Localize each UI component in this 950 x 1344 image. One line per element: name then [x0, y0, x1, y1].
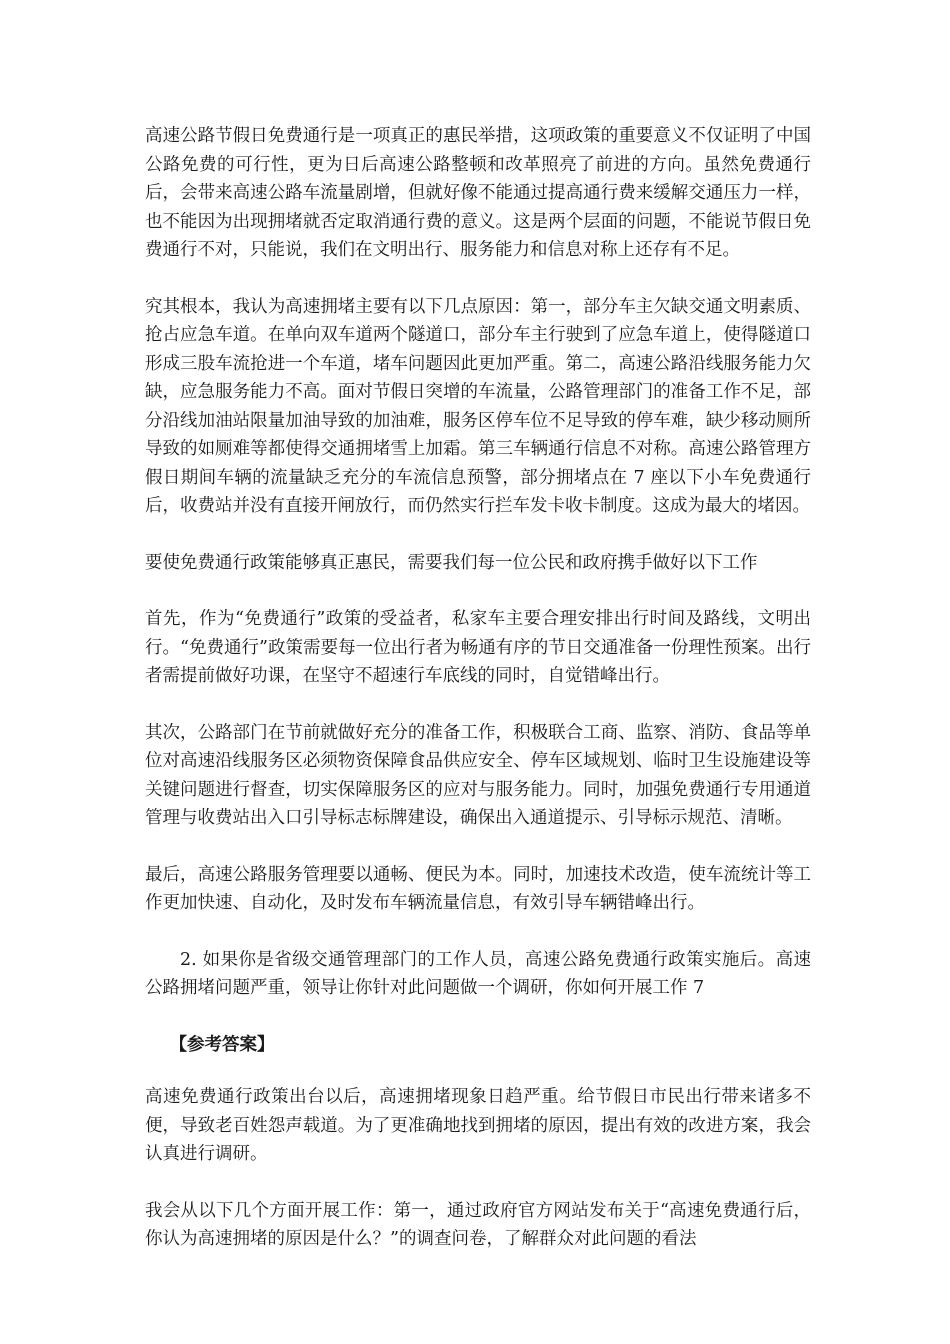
paragraph-first-measure: 首先，作为“免费通行”政策的受益者，私家车主要合理安排出行时间及路线，文明出行。“免费通行”政策需要每一位出行者为畅通有序的节日交通准备一份理性预案。出行者需提前做好功课，在坚守不超速行车底线的同时，自觉错峰出行。 — [145, 609, 811, 686]
paragraph-congestion-causes: 究其根本，我认为高速拥堵主要有以下几点原因：第一，部分车主欠缺交通文明素质、抢占应急车道。在单向双车道两个隧道口，部分车主行驶到了应急车道上，使得隧道口形成三股车流抢进一个车道，堵车问题因此更加严重。第二，高速公路沿线服务能力欠缺，应急服务能力不高。面对节假日突增的车流量，公路管理部门的准备工作不足，部分沿线加油站限量加油导致的加油难，服务区停车位不足导致的停车难，缺少移动厕所导致的如厕难等都使得交通拥堵雪上加霜。第三车辆通行信息不对称。高速公路管理方假日期间车辆的流量缺乏充分的车流信息预警，部分拥堵点在 7 座以下小车免费通行后，收费站并没有直接开闸放行，而仍然实行拦车发卡收卡制度。这成为最大的堵因。 — [145, 296, 811, 516]
paragraph-last-measure: 最后，高速公路服务管理要以通畅、便民为本。同时，加速技术改造，使车流统计等工作更加快速、自动化，及时发布车辆流量信息，有效引导车辆错峰出行。 — [145, 864, 811, 913]
document-body — [145, 122, 811, 1282]
answer-paragraph-methods: 我会从以下几个方面开展工作：第一，通过政府官方网站发布关于“高速免费通行后，你认为高速拥堵的原因是什么？”的调查问卷，了解群众对此问题的看法 — [145, 1200, 811, 1249]
paragraph-work-intro: 要使免费通行政策能够真正惠民，需要我们每一位公民和政府携手做好以下工作 — [145, 552, 758, 573]
reference-answer-heading: 【参考答案】 — [169, 1034, 275, 1055]
paragraph-free-toll-significance: 高速公路节假日免费通行是一项真正的惠民举措，这项政策的重要意义不仅证明了中国公路免费的可行性，更为日后高速公路整顿和改革照亮了前进的方向。虽然免费通行后，会带来高速公路车流量剧增，但就好像不能通过提高通行费来缓解交通压力一样，也不能因为出现拥堵就否定取消通行费的意义。这是两个层面的问题，不能说节假日免费通行不对，只能说，我们在文明出行、服务能力和信息对称上还存有不足。 — [145, 126, 811, 260]
answer-paragraph-intro: 高速免费通行政策出台以后，高速拥堵现象日趋严重。给节假日市民出行带来诸多不便，导致老百姓怨声载道。为了更准确地找到拥堵的原因，提出有效的改进方案，我会认真进行调研。 — [145, 1087, 811, 1164]
question-2: 2. 如果你是省级交通管理部门的工作人员，高速公路免费通行政策实施后。高速公路拥堵问题严重，领导让你针对此问题做一个调研，你如何开展工作 7 — [145, 949, 811, 998]
paragraph-second-measure: 其次，公路部门在节前就做好充分的准备工作，积极联合工商、监察、消防、食品等单位对高速沿线服务区必须物资保障食品供应安全、停车区域规划、临时卫生设施建设等关键问题进行督查，切实保障服务区的应对与服务能力。同时，加强免费通行专用通道管理与收费站出入口引导标志标牌建设，确保出入通道提示、引导标示规范、清晰。 — [145, 722, 811, 828]
